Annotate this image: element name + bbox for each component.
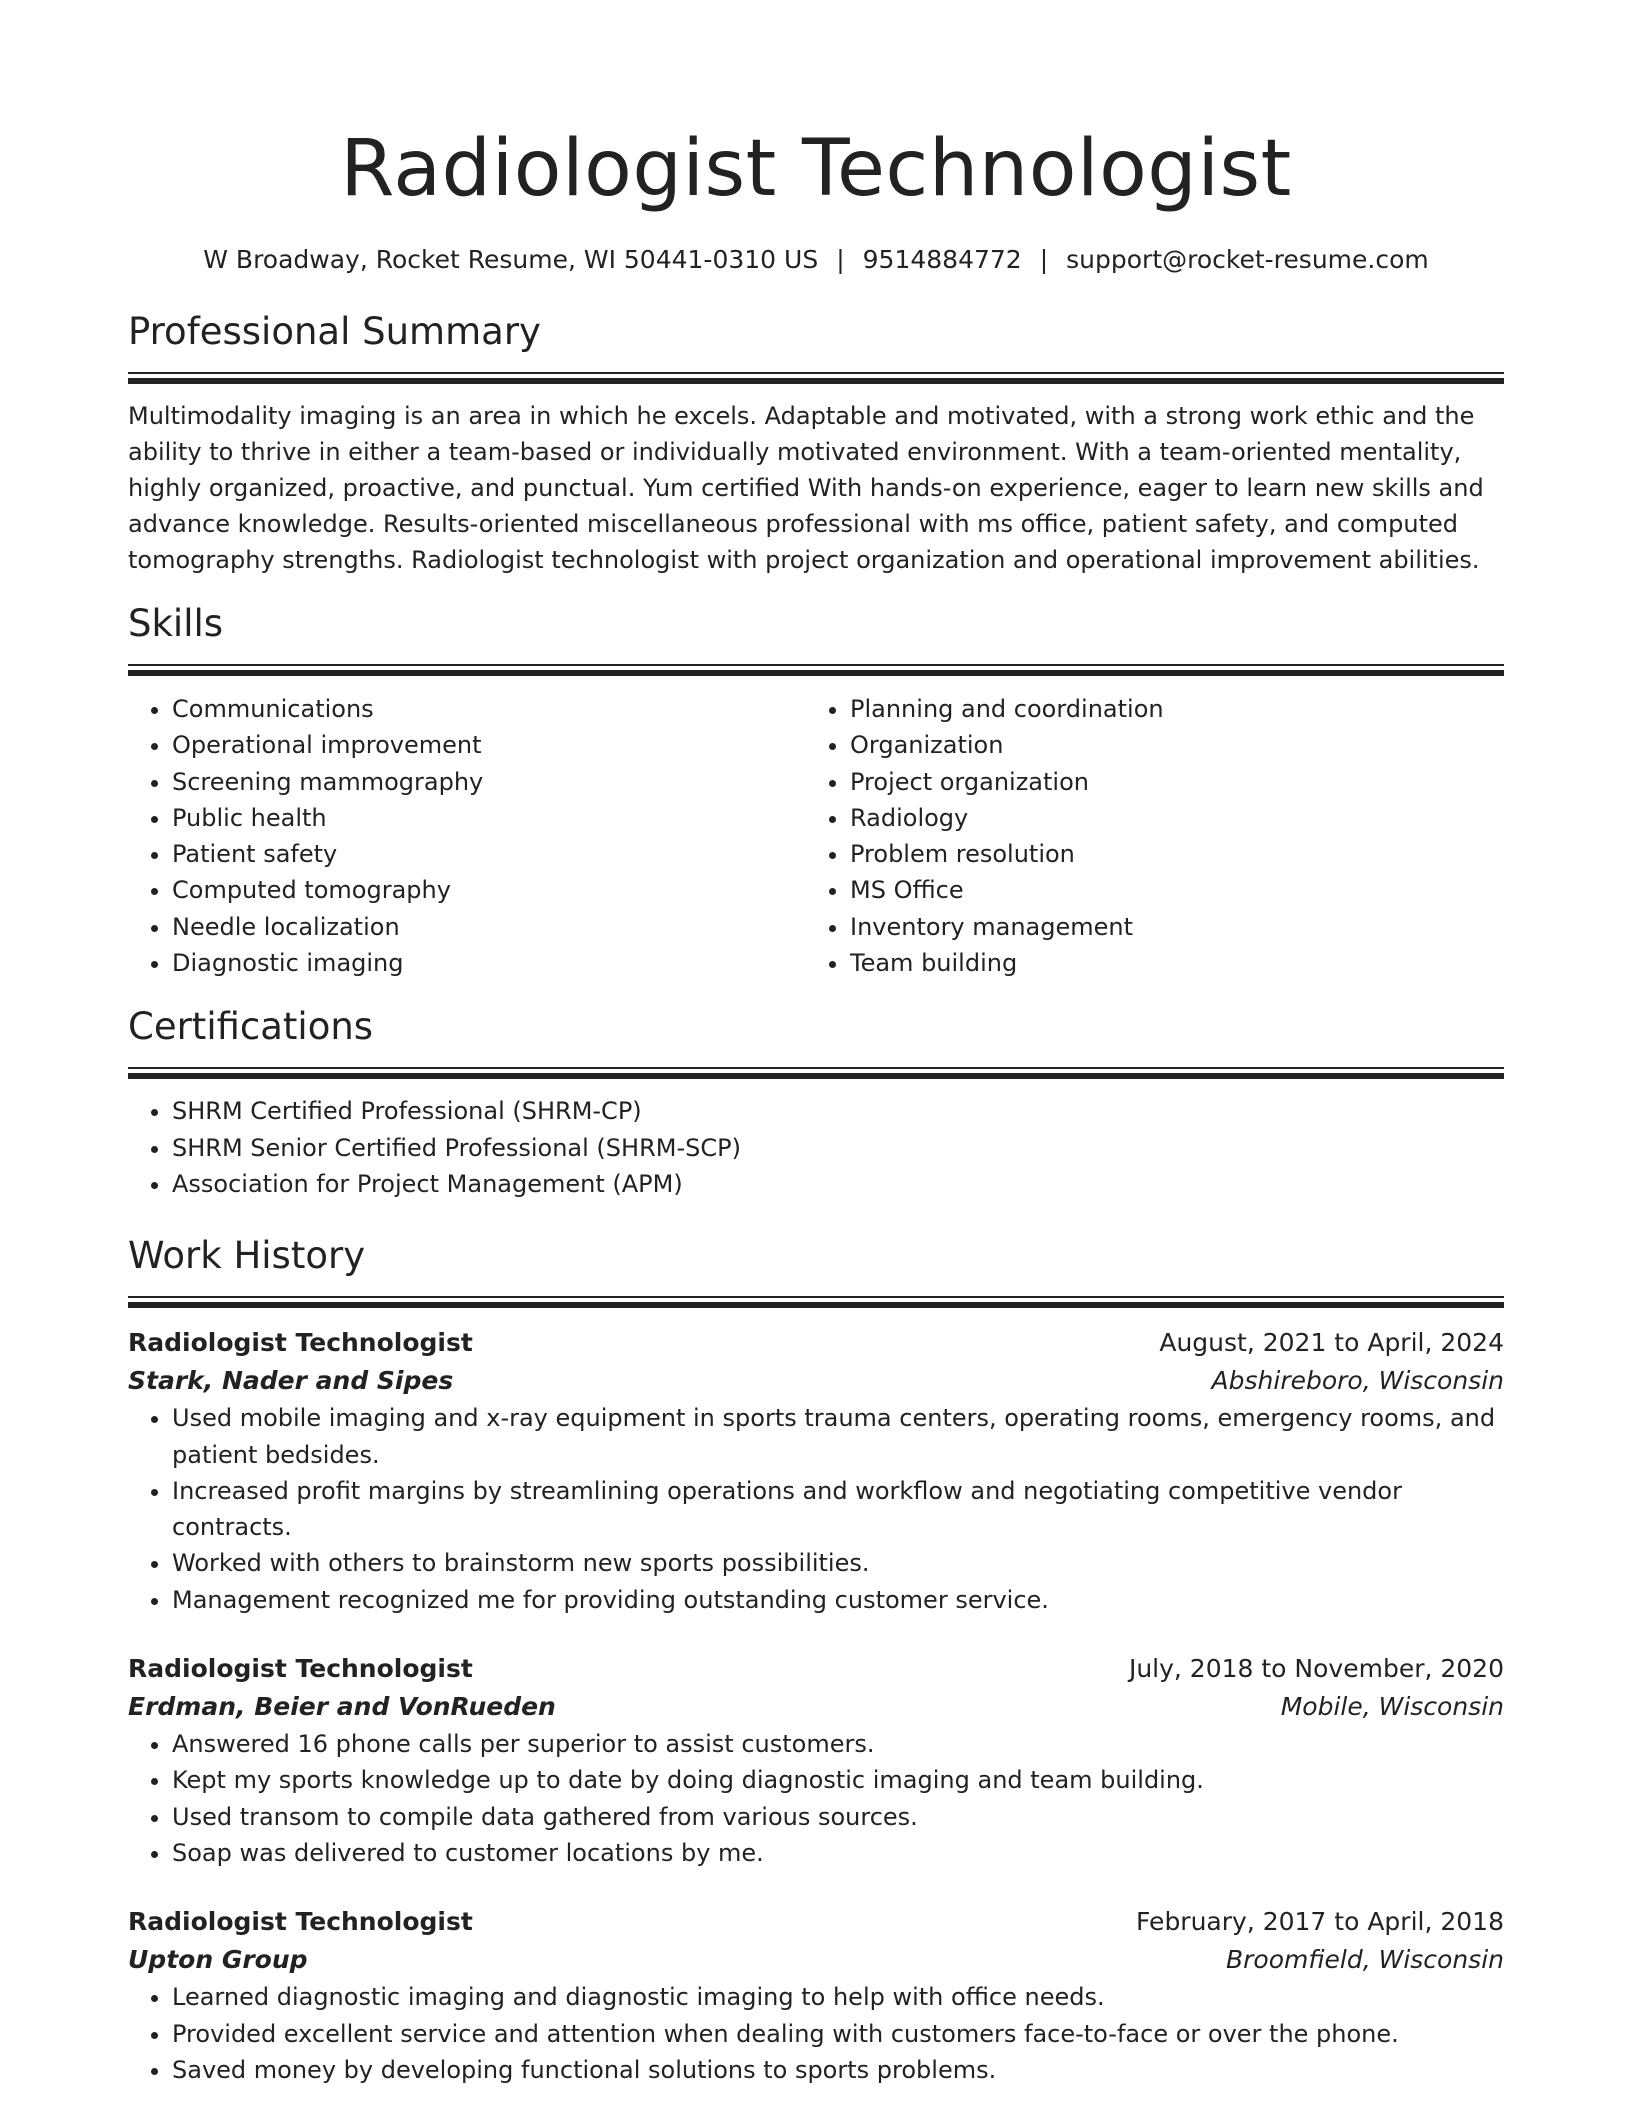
skill-item: • Planning and coordination — [850, 691, 1484, 727]
job-duty: • Provided excellent service and attention when dealing with customers face-to-face or over the phone. — [172, 2016, 1504, 2052]
certifications-list — [128, 1093, 1504, 1202]
job-duties-list — [128, 1400, 1504, 1618]
skill-item: • Computed tomography — [172, 872, 806, 908]
job-dates: February, 2017 to April, 2018 — [1136, 1907, 1504, 1937]
skill-item: • Team building — [850, 945, 1484, 981]
certification-item: • Association for Project Management (APM) — [172, 1166, 1504, 1202]
resume-name: Radiologist Technologist — [340, 124, 1292, 214]
resume-page — [128, 0, 1504, 2088]
skill-item: • Needle localization — [172, 909, 806, 945]
skills-column-left — [128, 691, 806, 981]
certifications-heading: Certifications — [128, 1005, 374, 1049]
skills-heading: Skills — [128, 602, 224, 645]
contact-address: W Broadway, Rocket Resume, WI 50441-0310 US — [203, 245, 819, 274]
skill-item: • Diagnostic imaging — [172, 945, 806, 981]
contact-email: support@rocket-resume.com — [1066, 245, 1429, 274]
skills-column-right — [806, 691, 1484, 981]
job-company: Stark, Nader and Sipes — [128, 1366, 454, 1396]
summary-section — [128, 308, 1504, 578]
section-divider — [128, 372, 1504, 384]
skill-item: • Screening mammography — [172, 764, 806, 800]
certifications-section — [128, 1003, 1504, 1202]
job-duty: • Soap was delivered to customer locations by me. — [172, 1835, 1504, 1871]
job-company: Erdman, Beier and VonRueden — [128, 1692, 556, 1722]
work-history-section — [128, 1232, 1504, 2088]
job-subheader — [128, 1362, 1504, 1400]
job-duty: • Management recognized me for providing outstanding customer service. — [172, 1582, 1504, 1618]
job-duty: • Answered 16 phone calls per superior to assist customers. — [172, 1726, 1504, 1762]
job-location: Mobile, Wisconsin — [1280, 1692, 1504, 1722]
summary-text: Multimodality imaging is an area in which he excels. Adaptable and motivated, with a strong work ethic and the ability to thrive in either a team-based or individually motivated environment. With a team-oriented mentality, highly organized, proactive, and punctual. Yum certified With hands-on experience, eager to learn new skills and advance knowledge. Results-oriented miscellaneous professional with ms office, patient safety, and computed tomography strengths. Radiologist technologist with project organization and operational improvement abilities. — [128, 402, 1484, 574]
certification-item: • SHRM Senior Certified Professional (SHRM-SCP) — [172, 1130, 1504, 1166]
skill-item: • MS Office — [850, 872, 1484, 908]
job-location: Broomfield, Wisconsin — [1225, 1945, 1504, 1975]
job-duty: • Used transom to compile data gathered from various sources. — [172, 1799, 1504, 1835]
job-duty: • Increased profit margins by streamlining operations and workflow and negotiating competitive vendor contracts. — [172, 1473, 1504, 1546]
skill-item: • Communications — [172, 691, 806, 727]
contact-separator: | — [1039, 245, 1049, 274]
skills-section — [128, 600, 1504, 981]
job-entry — [128, 1650, 1504, 1871]
summary-heading: Professional Summary — [128, 310, 541, 353]
certification-item: • SHRM Certified Professional (SHRM-CP) — [172, 1093, 1504, 1129]
skills-list-left — [128, 691, 806, 981]
contact-phone: 9514884772 — [862, 245, 1022, 274]
job-dates: July, 2018 to November, 2020 — [1128, 1654, 1504, 1684]
job-duty: • Used mobile imaging and x-ray equipment in sports trauma centers, operating rooms, emergency rooms, and patient bedsides. — [172, 1400, 1504, 1473]
skill-item: • Patient safety — [172, 836, 806, 872]
skill-item: • Radiology — [850, 800, 1484, 836]
job-entry — [128, 1324, 1504, 1618]
job-title: Radiologist Technologist — [128, 1328, 473, 1358]
skills-grid — [128, 691, 1504, 981]
job-title: Radiologist Technologist — [128, 1654, 473, 1684]
section-divider — [128, 1296, 1504, 1308]
job-duty: • Learned diagnostic imaging and diagnostic imaging to help with office needs. — [172, 1979, 1504, 2015]
job-duties-list — [128, 1979, 1504, 2088]
contact-line — [128, 244, 1504, 276]
skill-item: • Operational improvement — [172, 727, 806, 763]
job-subheader — [128, 1688, 1504, 1726]
job-header — [128, 1650, 1504, 1688]
job-header — [128, 1903, 1504, 1941]
job-duties-list — [128, 1726, 1504, 1871]
job-title: Radiologist Technologist — [128, 1907, 473, 1937]
skill-item: • Problem resolution — [850, 836, 1484, 872]
job-duty: • Saved money by developing functional solutions to sports problems. — [172, 2052, 1504, 2088]
skill-item: • Project organization — [850, 764, 1484, 800]
skill-item: • Organization — [850, 727, 1484, 763]
job-duty: • Worked with others to brainstorm new sports possibilities. — [172, 1545, 1504, 1581]
job-company: Upton Group — [128, 1945, 308, 1975]
skill-item: • Public health — [172, 800, 806, 836]
job-dates: August, 2021 to April, 2024 — [1159, 1328, 1504, 1358]
section-divider — [128, 1067, 1504, 1079]
section-divider — [128, 664, 1504, 676]
skills-list-right — [806, 691, 1484, 981]
job-location: Abshireboro, Wisconsin — [1211, 1366, 1504, 1396]
job-entry — [128, 1903, 1504, 2088]
contact-separator: | — [836, 245, 845, 274]
job-header — [128, 1324, 1504, 1362]
skill-item: • Inventory management — [850, 909, 1484, 945]
work-history-heading: Work History — [128, 1234, 366, 1278]
job-duty: • Kept my sports knowledge up to date by doing diagnostic imaging and team building. — [172, 1762, 1504, 1798]
job-subheader — [128, 1941, 1504, 1979]
